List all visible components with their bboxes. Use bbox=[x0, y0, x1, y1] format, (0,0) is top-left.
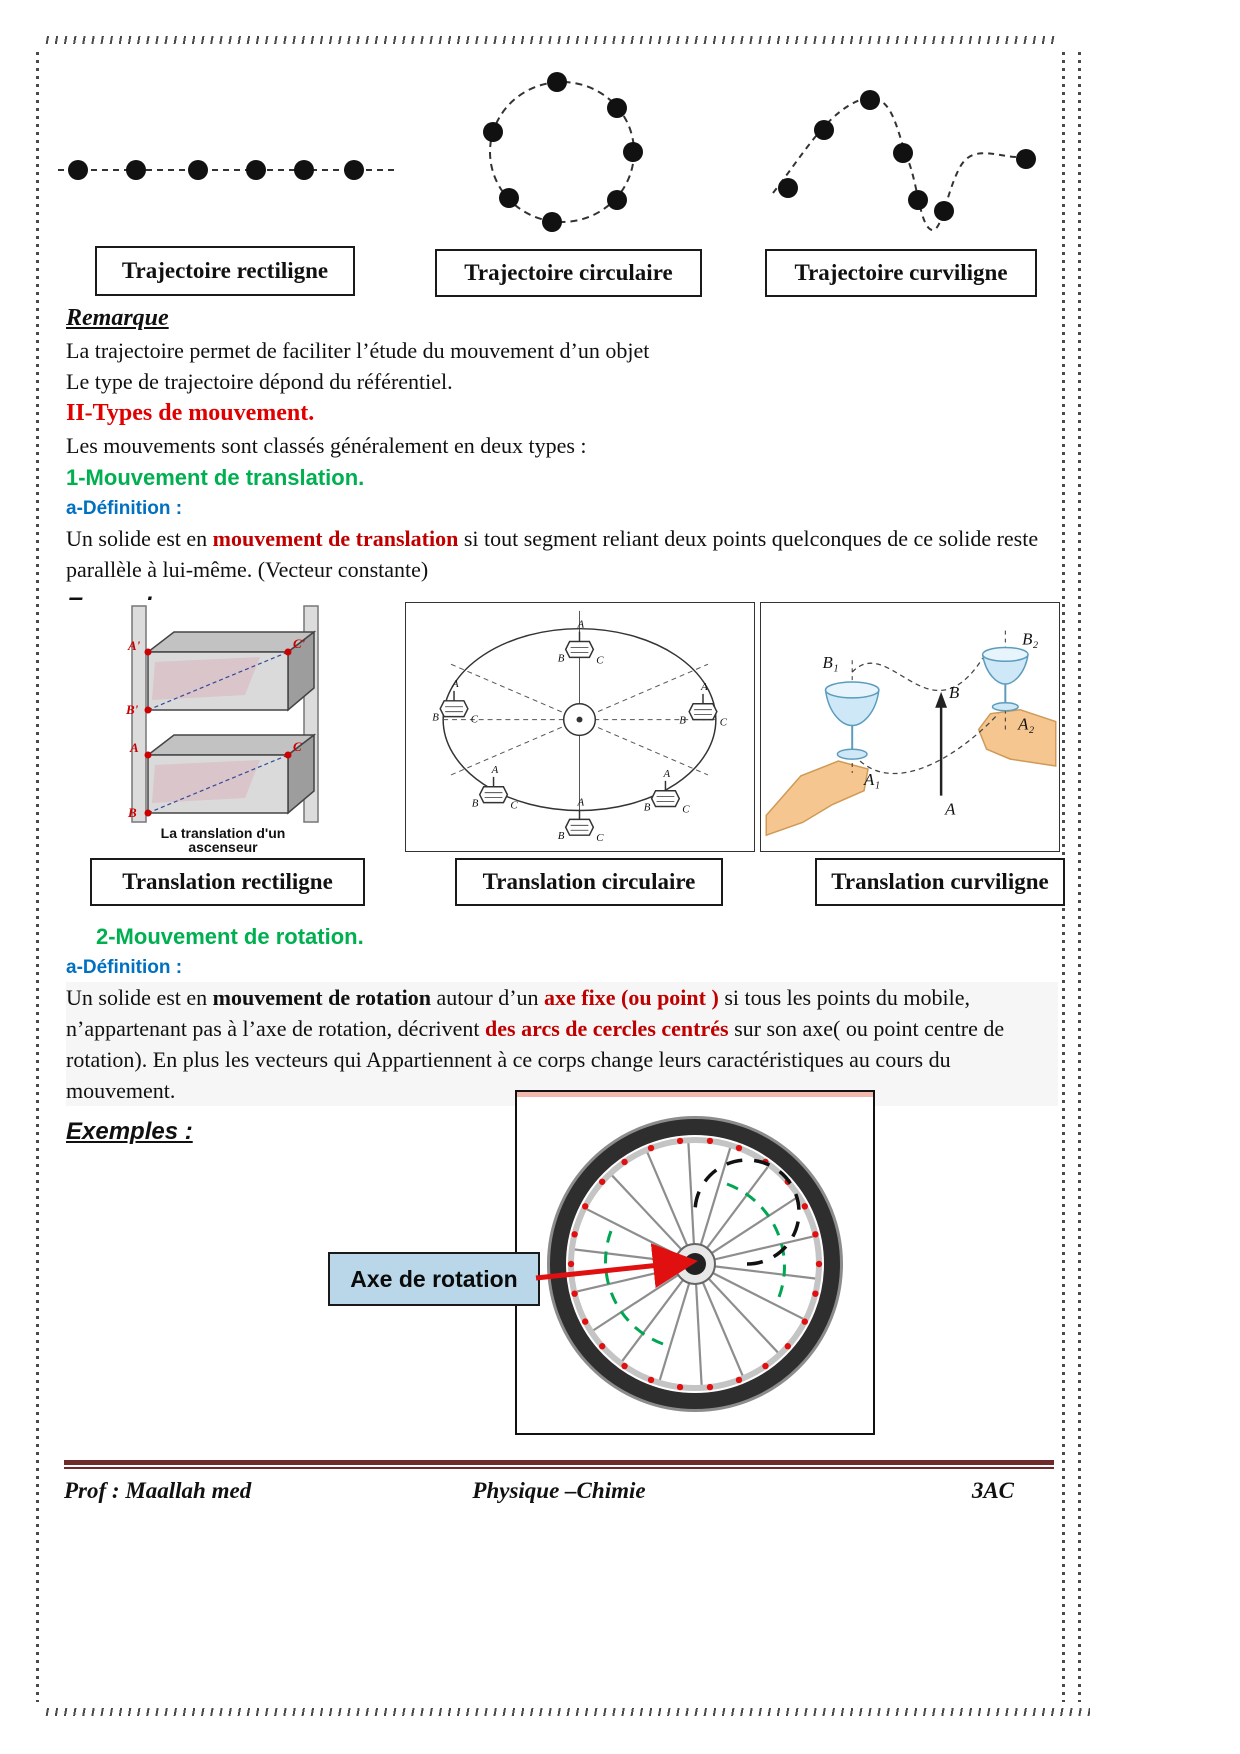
cabin-letter-b: B bbox=[643, 801, 651, 814]
def-text: si tout segment reliant deux points quelconques de ce solide reste parallèle à lui-même. (Vecteur constante) bbox=[66, 526, 1039, 582]
cabin-bottom bbox=[558, 797, 605, 845]
glass-label-a1: A₁ bbox=[864, 769, 881, 789]
caption-trajectoire-curviligne bbox=[765, 249, 1037, 297]
examples-heading-2: Exemples : bbox=[66, 1118, 193, 1145]
figure-trajectory-circulaire bbox=[477, 68, 647, 236]
translation-heading: 1-Mouvement de translation. bbox=[66, 465, 365, 490]
figure-trajectory-rectiligne bbox=[58, 142, 403, 197]
definition-label-2: a-Définition : bbox=[66, 957, 183, 978]
cabin-letter-c: C bbox=[510, 799, 518, 812]
frame-top-border bbox=[45, 36, 1060, 44]
def-text: si tous les points du mobile, n’appartenant pas à l’axe de rotation, décrivent bbox=[66, 985, 970, 1041]
cabin-letter-b: B bbox=[679, 714, 686, 727]
elevator-label-b: B bbox=[128, 805, 137, 820]
elevator-label-a-prime: A' bbox=[128, 638, 141, 653]
caption-text: Translation circulaire bbox=[482, 869, 696, 894]
frame-left-border bbox=[36, 52, 39, 1702]
def-highlight-bold: mouvement de rotation bbox=[212, 985, 432, 1010]
def-highlight-red: axe fixe (ou point ) bbox=[544, 985, 719, 1010]
vector-label-a: A bbox=[945, 799, 956, 819]
elevator-label-c-prime: C' bbox=[293, 636, 306, 651]
section2-intro: Les mouvements sont classés généralement en deux types : bbox=[66, 433, 587, 458]
remark-line1: La trajectoire permet de faciliter l’étude du mouvement d’un objet bbox=[66, 338, 650, 363]
figure-trajectory-curviligne bbox=[768, 85, 1043, 245]
elevator-label-b-prime: B' bbox=[126, 702, 139, 717]
glass-label-a2: A₂ bbox=[1018, 714, 1035, 734]
def-text: sur son axe( ou point centre de rotation). En plus les vecteurs qui Appartiennent à ce corps change leurs caractéristiques au cours du mouvement. bbox=[66, 1016, 1005, 1103]
glass-label-b1: B₁ bbox=[822, 653, 839, 673]
cabin-bottom-left bbox=[472, 764, 519, 812]
remark-title: Remarque bbox=[66, 305, 169, 331]
caption-translation-rectiligne bbox=[90, 858, 365, 906]
elevator-drawing bbox=[60, 600, 395, 855]
cabin-letter-a: A bbox=[663, 767, 671, 780]
def-highlight-red: mouvement de translation bbox=[212, 526, 459, 551]
elevator-label-c: C bbox=[293, 739, 302, 754]
caption-text: Translation rectiligne bbox=[122, 869, 333, 894]
footer-level: 3AC bbox=[971, 1478, 1014, 1503]
elevator-caption-line2: ascenseur bbox=[188, 839, 258, 855]
cabin-letter-a: A bbox=[577, 796, 585, 809]
caption-text: Trajectoire curviligne bbox=[794, 260, 1008, 285]
caption-translation-circulaire bbox=[455, 858, 723, 906]
translation-definition bbox=[66, 523, 1058, 585]
figure-translation-rectiligne bbox=[60, 600, 395, 855]
cabin-bottom-right bbox=[644, 768, 691, 816]
axis-label-text: Axe de rotation bbox=[350, 1265, 518, 1292]
footer-subject: Physique –Chimie bbox=[472, 1478, 646, 1503]
rectiligne-dots-drawing bbox=[58, 142, 403, 197]
ferris-wheel-drawing bbox=[406, 603, 753, 850]
axis-label-box bbox=[328, 1252, 540, 1306]
glasses-hands-drawing bbox=[761, 603, 1058, 850]
definition-label: a-Définition : bbox=[66, 498, 183, 519]
cabin-letter-a: A bbox=[577, 618, 585, 631]
vector-label-b: B bbox=[949, 682, 960, 702]
cabin-letter-c: C bbox=[682, 803, 690, 816]
section2-title: II-Types de mouvement. bbox=[66, 400, 315, 426]
def-highlight-red: des arcs de cercles centrés bbox=[485, 1016, 729, 1041]
cabin-letter-a: A bbox=[491, 763, 499, 776]
elevator-caption-line1: La translation d'un bbox=[160, 825, 286, 841]
remark-line2: Le type de trajectoire dépond du référentiel. bbox=[66, 369, 453, 394]
circulaire-dots-drawing bbox=[477, 68, 647, 236]
frame-bottom-border bbox=[45, 1708, 1090, 1716]
rotation-heading: 2-Mouvement de rotation. bbox=[96, 924, 364, 949]
figure-translation-curviligne bbox=[760, 602, 1060, 852]
cabin-letter-c: C bbox=[596, 654, 604, 667]
cabin-letter-b: B bbox=[432, 711, 439, 724]
caption-text: Translation curviligne bbox=[831, 869, 1049, 894]
cabin-letter-b: B bbox=[557, 652, 565, 665]
cabin-top bbox=[558, 619, 605, 667]
rotation-definition bbox=[66, 982, 1058, 1106]
figure-translation-circulaire bbox=[405, 602, 755, 852]
caption-trajectoire-circulaire bbox=[435, 249, 702, 297]
caption-text: Trajectoire circulaire bbox=[464, 260, 673, 285]
cabin-left bbox=[432, 678, 479, 726]
caption-text: Trajectoire rectiligne bbox=[121, 258, 329, 283]
frame-right-border-inner bbox=[1078, 52, 1081, 1702]
cabin-letter-b: B bbox=[557, 830, 565, 843]
glass-label-b2: B₂ bbox=[1022, 629, 1039, 649]
def-text: autour d’un bbox=[431, 985, 545, 1010]
cabin-letter-a: A bbox=[701, 680, 708, 693]
cabin-letter-c: C bbox=[596, 832, 604, 845]
footer-professor: Prof : Maallah med bbox=[64, 1478, 252, 1503]
elevator-label-a: A bbox=[130, 740, 139, 755]
cabin-right bbox=[679, 681, 728, 729]
bicycle-wheel-drawing bbox=[517, 1092, 873, 1433]
def-text: Un solide est en bbox=[66, 526, 213, 551]
caption-trajectoire-rectiligne bbox=[95, 246, 355, 296]
footer bbox=[64, 1478, 1054, 1504]
section-translation-text bbox=[66, 302, 1058, 625]
def-text: Un solide est en bbox=[66, 985, 213, 1010]
cabin-letter-c: C bbox=[719, 716, 728, 729]
caption-translation-curviligne bbox=[815, 858, 1065, 906]
cabin-letter-a: A bbox=[452, 677, 459, 690]
figure-rotation-wheel bbox=[515, 1090, 875, 1435]
cabin-letter-c: C bbox=[470, 713, 479, 726]
footer-divider bbox=[64, 1460, 1054, 1469]
cabin-letter-b: B bbox=[471, 797, 479, 810]
curviligne-dots-drawing bbox=[768, 85, 1043, 245]
